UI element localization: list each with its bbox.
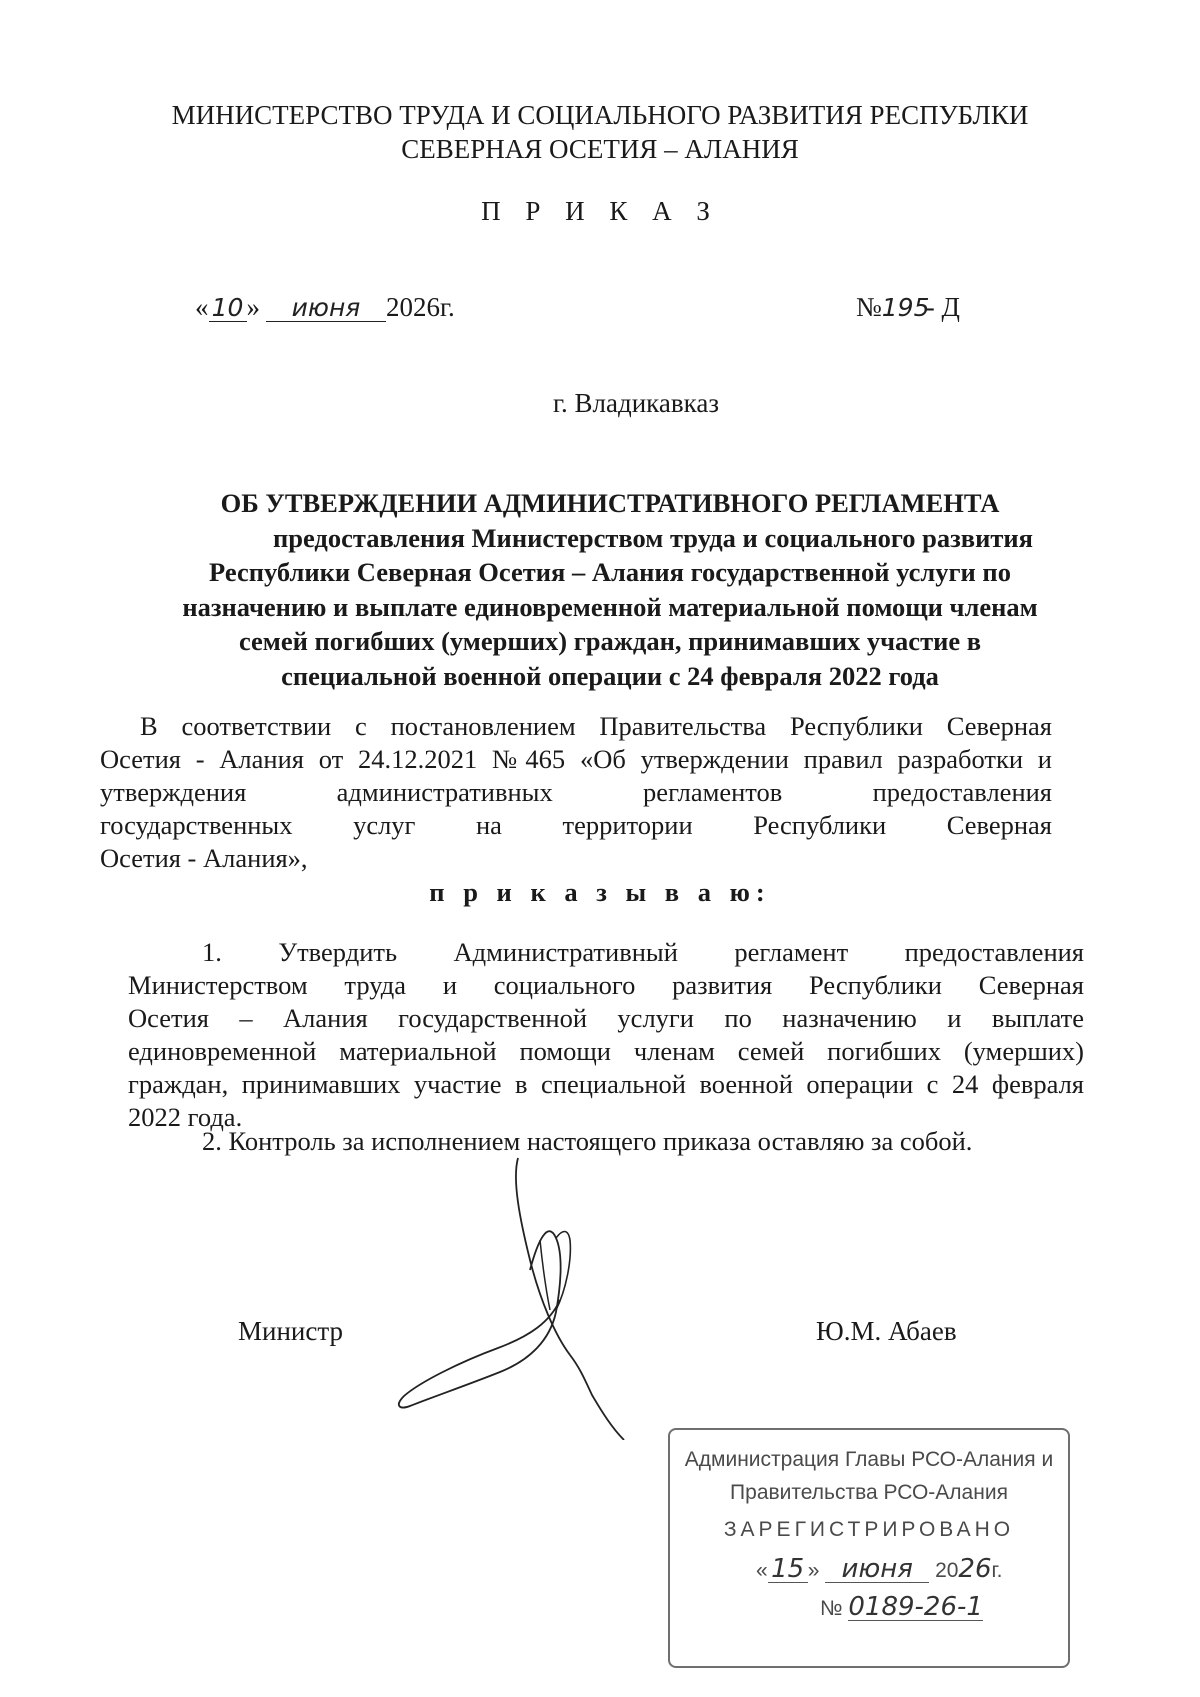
stamp-date-open-quote: « [756,1559,768,1582]
date-day: 10 [209,295,247,322]
paragraph-line: В соответствии с постановлением Правительства Республики Северная [140,711,1052,741]
document-type: П Р И К А З [481,196,719,226]
order-title [150,486,1070,693]
order-number-prefix: № [856,292,882,322]
paragraph-line: единовременной материальной помощи членам семей погибших (умерших) [128,1036,1084,1066]
paragraph-line: Осетия – Алания государственной услуги по назначению и выплате [128,1003,1084,1033]
paragraph-line: государственных услуг на территории Республики Северная [100,810,1052,840]
stamp-number [820,1594,983,1621]
date-open-quote: « [195,292,209,322]
stamp-authority-line2: Правительства РСО-Алания [730,1481,1008,1504]
stamp-date-month: июня [825,1556,929,1583]
stamp-number-handwritten: 0189-26-1 [848,1592,983,1622]
title-line: Республики Северная Осетия – Алания государственной услуги по [209,557,1011,587]
clause-1 [128,936,1084,1134]
date-year: 2026г. [386,292,455,322]
order-operative-word: п р и к а з ы в а ю: [429,877,771,907]
stamp-date-close-quote: » [807,1559,820,1582]
preamble-paragraph [100,710,1052,875]
ministry-name-line2: СЕВЕРНАЯ ОСЕТИЯ – АЛАНИЯ [401,134,799,164]
signatory-position: Министр [238,1316,343,1346]
stamp-date-year-handwritten: 26 [958,1554,992,1584]
paragraph-line: Осетия - Алания», [100,843,308,873]
paragraph-line: утверждения административных регламентов предоставления [100,777,1052,807]
order-number-handwritten: 195 [881,293,930,322]
title-line: специальной военной операции с 24 февраля 2022 года [281,660,939,691]
order-number [856,292,960,323]
stamp-date-year-suffix: г. [991,1559,1003,1582]
paragraph-line: 2022 года. [128,1102,243,1132]
paragraph-line: граждан, принимавших участие в специальной военной операции с 24 февраля [128,1069,1084,1099]
signatory-name: Ю.М. Абаев [816,1316,957,1346]
order-number-suffix: - Д [925,292,960,322]
clause-2: 2. Контроль за исполнением настоящего приказа оставляю за собой. [202,1126,973,1156]
paragraph-line: Осетия - Алания от 24.12.2021 №465 «Об утверждении правил разработки и [100,744,1052,774]
stamp-date-year-prefix: 20 [935,1559,959,1582]
stamp-authority-line1: Администрация Главы РСО-Алания и [684,1448,1054,1471]
title-line: предоставления Министерством труда и социального развития [273,522,1033,553]
stamp-date [756,1554,1002,1584]
title-line: семей погибших (умерших) граждан, принимавших участие в [238,626,982,656]
handwritten-signature [380,1150,710,1440]
stamp-number-prefix: № [820,1597,843,1620]
stamp-registered: ЗАРЕГИСТРИРОВАНО [723,1518,1015,1541]
title-line: ОБ УТВЕРЖДЕНИИ АДМИНИСТРАТИВНОГО РЕГЛАМЕНТА [220,488,1000,518]
order-date [195,292,455,323]
registration-stamp [668,1428,1070,1668]
ministry-header [0,98,1200,166]
city: г. Владикавказ [553,388,719,418]
date-month: июня [266,295,386,322]
date-close-quote: » [246,292,260,322]
title-line: назначению и выплате единовременной материальной помощи членам [182,591,1038,622]
ministry-name-line1: МИНИСТЕРСТВО ТРУДА И СОЦИАЛЬНОГО РАЗВИТИЯ РЕСПУБЛКИ [171,100,1029,130]
paragraph-line: Министерством труда и социального развития Республики Северная [128,970,1084,1000]
paragraph-line: 1. Утвердить Административный регламент предоставления [202,937,1084,967]
stamp-date-day: 15 [768,1556,808,1583]
